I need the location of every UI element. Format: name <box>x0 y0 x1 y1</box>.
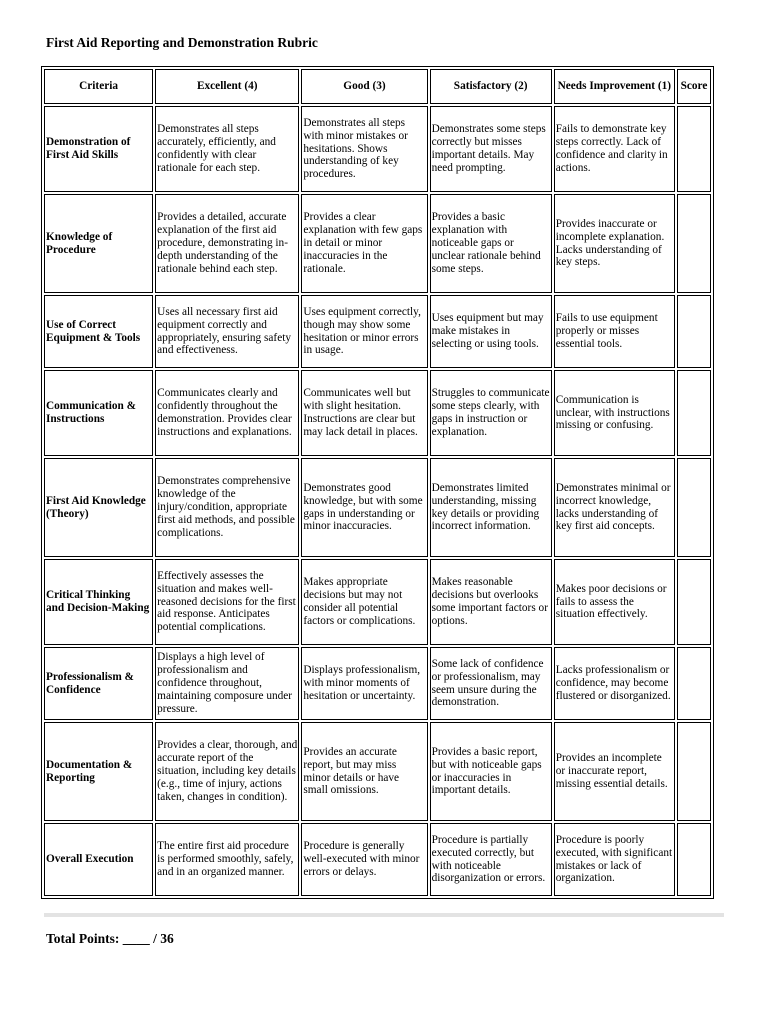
satisfactory-cell: Procedure is partially executed correctly, but with noticeable disorganization or errors. <box>430 823 552 896</box>
document-title: First Aid Reporting and Demonstration Rubric <box>46 35 318 50</box>
needs-improvement-cell: Procedure is poorly executed, with significant mistakes or lack of organization. <box>554 823 675 896</box>
header-needs-improvement: Needs Improvement (1) <box>554 69 675 104</box>
score-cell[interactable] <box>677 647 711 720</box>
score-cell[interactable] <box>677 559 711 645</box>
excellent-cell: Provides a detailed, accurate explanation of the first aid procedure, demonstrating in-depth understanding of the rationale behind each step. <box>155 194 299 293</box>
excellent-cell: Demonstrates all steps accurately, efficiently, and confidently with clear rationale for each step. <box>155 106 299 192</box>
header-score: Score <box>677 69 711 104</box>
criteria-cell: Professionalism & Confidence <box>44 647 153 720</box>
criteria-cell: Communication & Instructions <box>44 370 153 456</box>
good-cell: Demonstrates all steps with minor mistakes or hesitations. Shows understanding of key procedures. <box>301 106 427 192</box>
score-cell[interactable] <box>677 823 711 896</box>
criteria-cell: First Aid Knowledge (Theory) <box>44 458 153 557</box>
table-row <box>44 458 711 557</box>
criteria-cell: Use of Correct Equipment & Tools <box>44 295 153 368</box>
excellent-cell: Communicates clearly and confidently throughout the demonstration. Provides clear instructions and explanations. <box>155 370 299 456</box>
needs-improvement-cell: Fails to demonstrate key steps correctly. Lack of confidence and clarity in actions. <box>554 106 675 192</box>
table-row <box>44 370 711 456</box>
needs-improvement-cell: Makes poor decisions or fails to assess the situation effectively. <box>554 559 675 645</box>
excellent-cell: Effectively assesses the situation and makes well-reasoned decisions for the first aid response. Anticipates potential complications. <box>155 559 299 645</box>
satisfactory-cell: Uses equipment but may make mistakes in selecting or using tools. <box>430 295 552 368</box>
excellent-cell: Displays a high level of professionalism and confidence throughout, maintaining composure under pressure. <box>155 647 299 720</box>
table-row <box>44 559 711 645</box>
header-criteria: Criteria <box>44 69 153 104</box>
good-cell: Makes appropriate decisions but may not consider all potential factors or complications. <box>301 559 427 645</box>
good-cell: Provides a clear explanation with few gaps in detail or minor inaccuracies in the rationale. <box>301 194 427 293</box>
table-row <box>44 647 711 720</box>
rubric-table <box>41 66 714 899</box>
header-row <box>44 69 711 104</box>
needs-improvement-cell: Demonstrates minimal or incorrect knowledge, lacks understanding of key first aid concepts. <box>554 458 675 557</box>
excellent-cell: Uses all necessary first aid equipment correctly and appropriately, ensuring safety and effectiveness. <box>155 295 299 368</box>
table-row <box>44 722 711 821</box>
satisfactory-cell: Struggles to communicate some steps clearly, with gaps in instruction or explanation. <box>430 370 552 456</box>
criteria-cell: Demonstration of First Aid Skills <box>44 106 153 192</box>
table-row <box>44 106 711 192</box>
good-cell: Provides an accurate report, but may miss minor details or have small omissions. <box>301 722 427 821</box>
table-row <box>44 295 711 368</box>
needs-improvement-cell: Communication is unclear, with instructions missing or confusing. <box>554 370 675 456</box>
header-good: Good (3) <box>301 69 427 104</box>
needs-improvement-cell: Provides inaccurate or incomplete explanation. Lacks understanding of key steps. <box>554 194 675 293</box>
divider <box>44 913 724 917</box>
satisfactory-cell: Makes reasonable decisions but overlooks some important factors or options. <box>430 559 552 645</box>
good-cell: Procedure is generally well-executed with minor errors or delays. <box>301 823 427 896</box>
satisfactory-cell: Provides a basic explanation with noticeable gaps or unclear rationale behind some steps. <box>430 194 552 293</box>
excellent-cell: Demonstrates comprehensive knowledge of the injury/condition, appropriate first aid methods, and possible complications. <box>155 458 299 557</box>
criteria-cell: Knowledge of Procedure <box>44 194 153 293</box>
satisfactory-cell: Demonstrates some steps correctly but misses important details. May need prompting. <box>430 106 552 192</box>
excellent-cell: The entire first aid procedure is performed smoothly, safely, and in an organized manner. <box>155 823 299 896</box>
score-cell[interactable] <box>677 106 711 192</box>
criteria-cell: Documentation & Reporting <box>44 722 153 821</box>
total-points: Total Points: ____ / 36 <box>46 931 174 946</box>
table-row <box>44 194 711 293</box>
header-excellent: Excellent (4) <box>155 69 299 104</box>
score-cell[interactable] <box>677 370 711 456</box>
good-cell: Demonstrates good knowledge, but with some gaps in understanding or minor inaccuracies. <box>301 458 427 557</box>
needs-improvement-cell: Fails to use equipment properly or misses essential tools. <box>554 295 675 368</box>
needs-improvement-cell: Lacks professionalism or confidence, may become flustered or disorganized. <box>554 647 675 720</box>
needs-improvement-cell: Provides an incomplete or inaccurate report, missing essential details. <box>554 722 675 821</box>
excellent-cell: Provides a clear, thorough, and accurate report of the situation, including key details (e.g., time of injury, actions taken, changes in condition). <box>155 722 299 821</box>
satisfactory-cell: Provides a basic report, but with noticeable gaps or inaccuracies in important details. <box>430 722 552 821</box>
criteria-cell: Overall Execution <box>44 823 153 896</box>
satisfactory-cell: Demonstrates limited understanding, missing key details or providing incorrect information. <box>430 458 552 557</box>
score-cell[interactable] <box>677 295 711 368</box>
header-satisfactory: Satisfactory (2) <box>430 69 552 104</box>
good-cell: Communicates well but with slight hesitation. Instructions are clear but may lack detail in places. <box>301 370 427 456</box>
table-row <box>44 823 711 896</box>
good-cell: Displays professionalism, with minor moments of hesitation or uncertainty. <box>301 647 427 720</box>
satisfactory-cell: Some lack of confidence or professionalism, may seem unsure during the demonstration. <box>430 647 552 720</box>
score-cell[interactable] <box>677 458 711 557</box>
criteria-cell: Critical Thinking and Decision-Making <box>44 559 153 645</box>
score-cell[interactable] <box>677 194 711 293</box>
score-cell[interactable] <box>677 722 711 821</box>
good-cell: Uses equipment correctly, though may show some hesitation or minor errors in usage. <box>301 295 427 368</box>
